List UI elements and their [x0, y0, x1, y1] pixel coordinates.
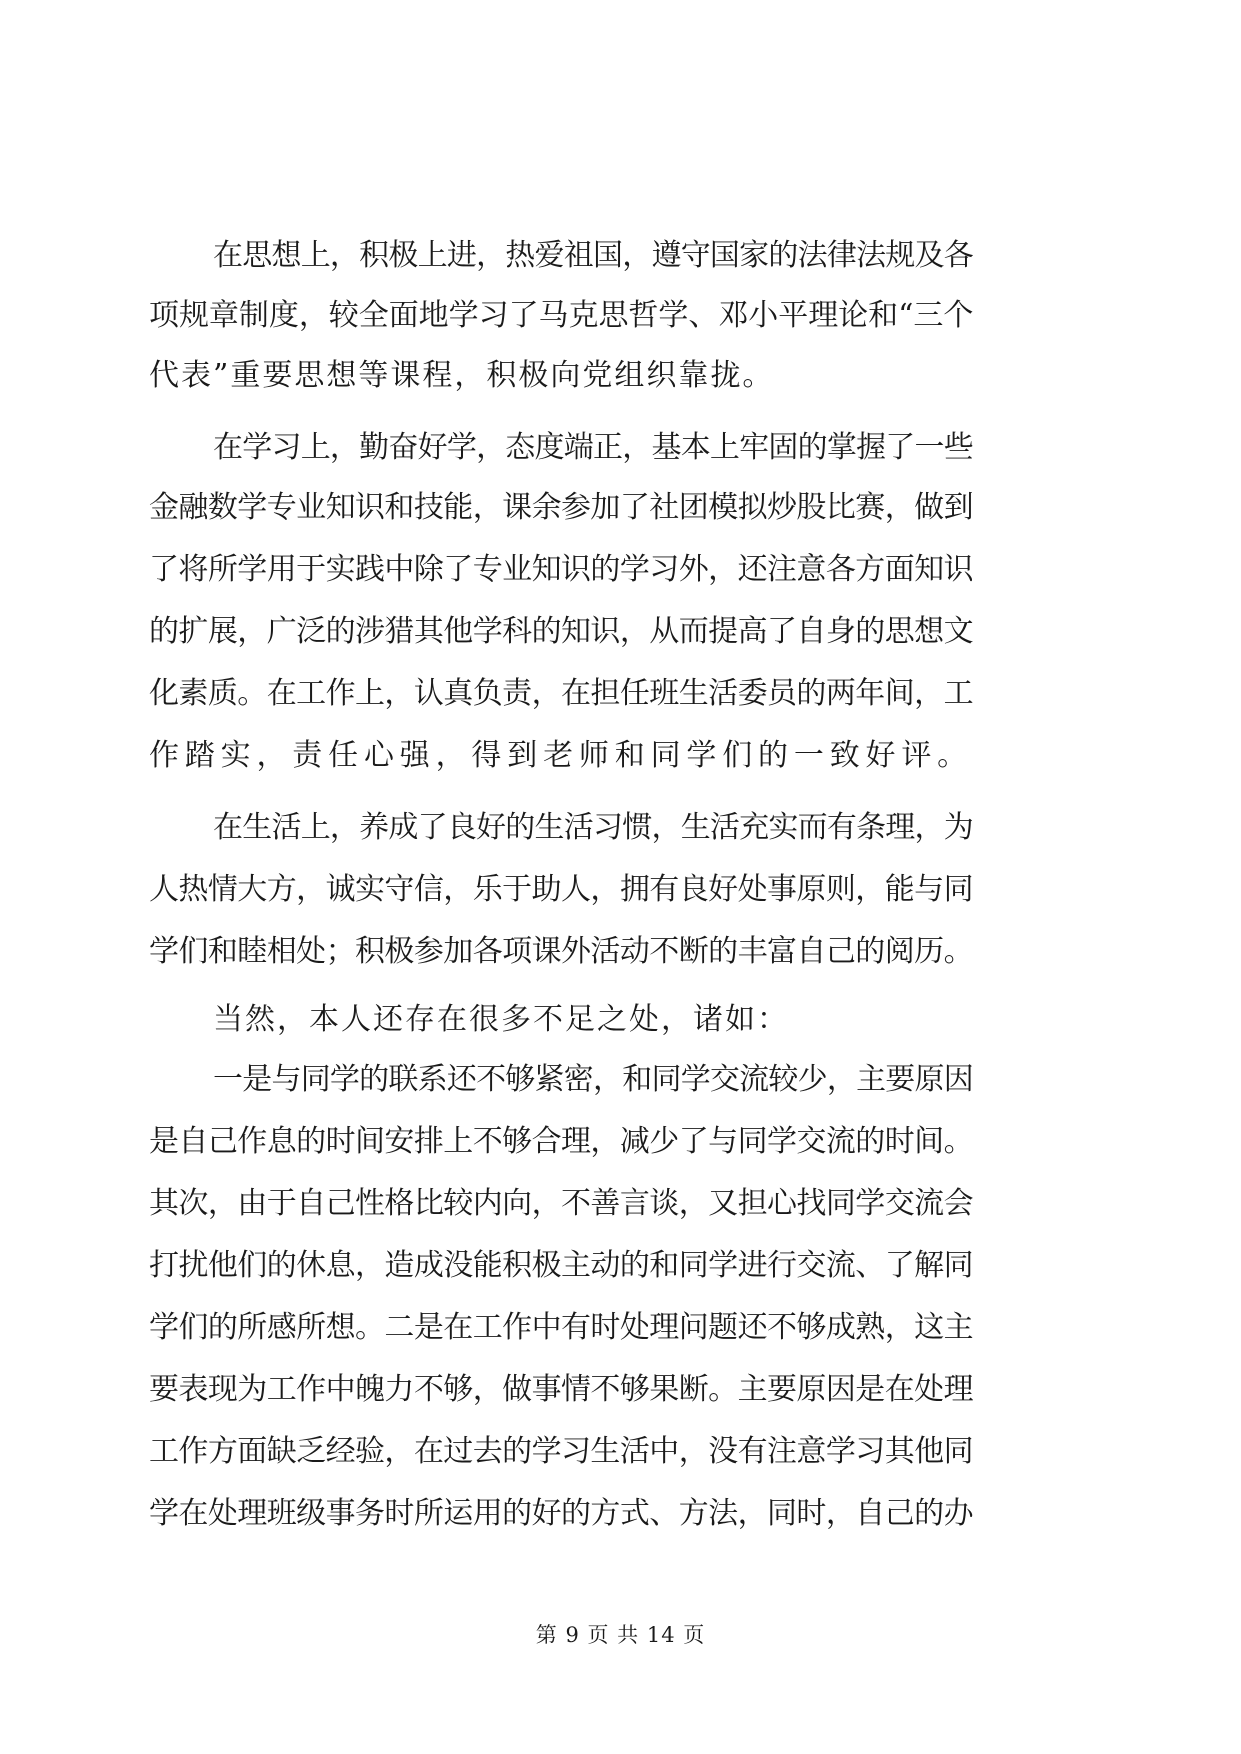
- text-line: 是自己作息的时间安排上不够合理，减少了与同学交流的时间。: [149, 1124, 973, 1159]
- text-line: 化素质。在工作上，认真负责，在担任班生活委员的两年间，工: [149, 676, 973, 711]
- text-line: 代表”重要思想等课程，积极向党组织靠拢。: [149, 358, 775, 393]
- text-line: 学们和睦相处；积极参加各项课外活动不断的丰富自己的阅历。: [149, 934, 973, 969]
- text-line: 一是与同学的联系还不够紧密，和同学交流较少，主要原因: [213, 1062, 973, 1097]
- text-line: 金融数学专业知识和技能，课余参加了社团模拟炒股比赛，做到: [149, 490, 973, 525]
- text-line: 了将所学用于实践中除了专业知识的学习外，还注意各方面知识: [149, 552, 973, 587]
- text-line: 要表现为工作中魄力不够，做事情不够果断。主要原因是在处理: [149, 1372, 973, 1407]
- text-line: 人热情大方，诚实守信，乐于助人，拥有良好处事原则，能与同: [149, 872, 973, 907]
- text-line: 工作方面缺乏经验，在过去的学习生活中，没有注意学习其他同: [149, 1434, 973, 1469]
- text-line: 学在处理班级事务时所运用的好的方式、方法，同时，自己的办: [149, 1496, 973, 1531]
- text-line: 在学习上，勤奋好学，态度端正，基本上牢固的掌握了一些: [213, 430, 973, 465]
- text-line: 在思想上，积极上进，热爱祖国，遵守国家的法律法规及各: [213, 238, 973, 273]
- text-line: 作踏实，责任心强，得到老师和同学们的一致好评。: [149, 738, 973, 773]
- text-line: 打扰他们的休息，造成没能积极主动的和同学进行交流、了解同: [149, 1248, 973, 1283]
- text-line: 的扩展，广泛的涉猎其他学科的知识，从而提高了自身的思想文: [149, 614, 973, 649]
- page-number: 第 9 页 共 14 页: [535, 1623, 706, 1647]
- text-line: 项规章制度，较全面地学习了马克思哲学、邓小平理论和“三个: [149, 298, 973, 333]
- text-line: 学们的所感所想。二是在工作中有时处理问题还不够成熟，这主: [149, 1310, 973, 1345]
- text-line: 在生活上，养成了良好的生活习惯，生活充实而有条理，为: [213, 810, 973, 845]
- text-line: 当然，本人还存在很多不足之处，诸如：: [213, 1002, 789, 1037]
- text-line: 其次，由于自己性格比较内向，不善言谈，又担心找同学交流会: [149, 1186, 973, 1221]
